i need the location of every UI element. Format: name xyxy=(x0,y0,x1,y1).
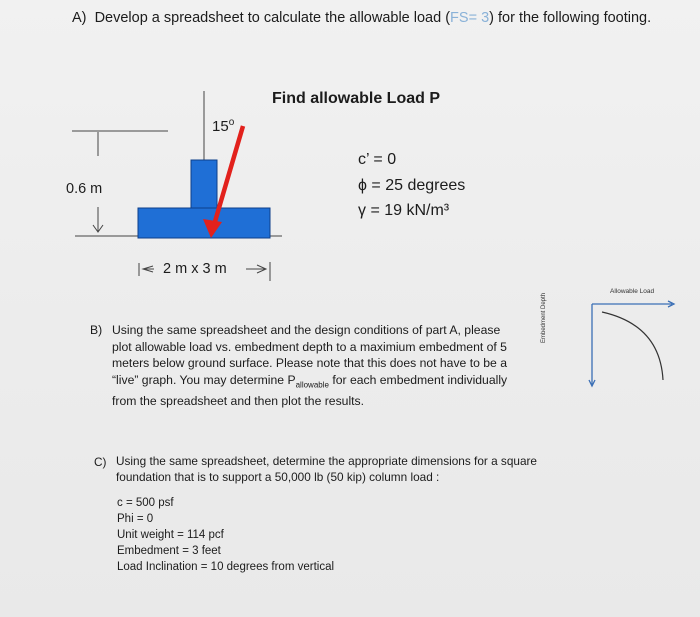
given-cohesion: c = 500 psf xyxy=(117,497,174,509)
part-b-line-5: from the spreadsheet and then plot the results. xyxy=(112,394,365,409)
sketch-y-label: Embedment Depth xyxy=(541,292,547,343)
part-b-line-4-text: “live” graph. You may determine P xyxy=(112,372,296,387)
part-a-text-start: Develop a spreadsheet to calculate the allowable load ( xyxy=(94,10,451,26)
param-unit-weight: γ = 19 kN/m³ xyxy=(358,202,450,219)
part-b-line-1: Using the same spreadsheet and the design conditions of part A, please xyxy=(112,323,501,337)
part-b-line-4-tail: for each embedment individually xyxy=(328,372,508,387)
footing xyxy=(138,208,270,238)
part-c-line-2: foundation that is to support a 50,000 lb (50 kip) column load : xyxy=(116,469,440,484)
param-friction-angle: ϕ = 25 degrees xyxy=(358,177,466,194)
depth-label: 0.6 m xyxy=(66,181,103,197)
width-label: 2 m x 3 m xyxy=(163,261,227,277)
given-values xyxy=(117,495,334,575)
part-c-text xyxy=(116,454,537,485)
given-phi: Phi = 0 xyxy=(117,513,154,525)
given-unit-weight: Unit weight = 114 pcf xyxy=(117,529,224,541)
find-label: Find allowable Load P xyxy=(272,90,441,107)
column xyxy=(191,160,217,209)
load-depth-sketch xyxy=(589,301,674,386)
part-b-text xyxy=(112,322,507,410)
factor-of-safety: FS= 3 xyxy=(450,10,490,26)
part-c-line-1: Using the same spreadsheet, determine the appropriate dimensions for a square xyxy=(116,454,537,468)
part-b-line-4 xyxy=(112,372,507,394)
part-a-label: A) xyxy=(72,10,87,26)
part-b-label: B) xyxy=(90,323,103,337)
part-b-line-3: meters below ground surface. Please note that this does not have to be a xyxy=(112,356,507,370)
sketch-curve xyxy=(602,312,663,380)
p-allowable-subscript: allowable xyxy=(295,379,329,389)
given-load-inclination: Load Inclination = 10 degrees from vertical xyxy=(117,561,335,573)
part-b-line-2: plot allowable load vs. embedment depth to a maximium embedment of 5 xyxy=(112,339,507,354)
sketch-x-label: Allowable Load xyxy=(610,288,655,295)
part-c-label: C) xyxy=(94,455,107,469)
given-embedment: Embedment = 3 feet xyxy=(117,545,221,557)
param-cohesion: c’ = 0 xyxy=(358,151,397,168)
angle-value: 15 xyxy=(212,118,229,135)
angle-label xyxy=(212,117,234,135)
part-a-text-end: ) for the following footing. xyxy=(489,10,652,26)
degree-mark: o xyxy=(228,117,235,128)
